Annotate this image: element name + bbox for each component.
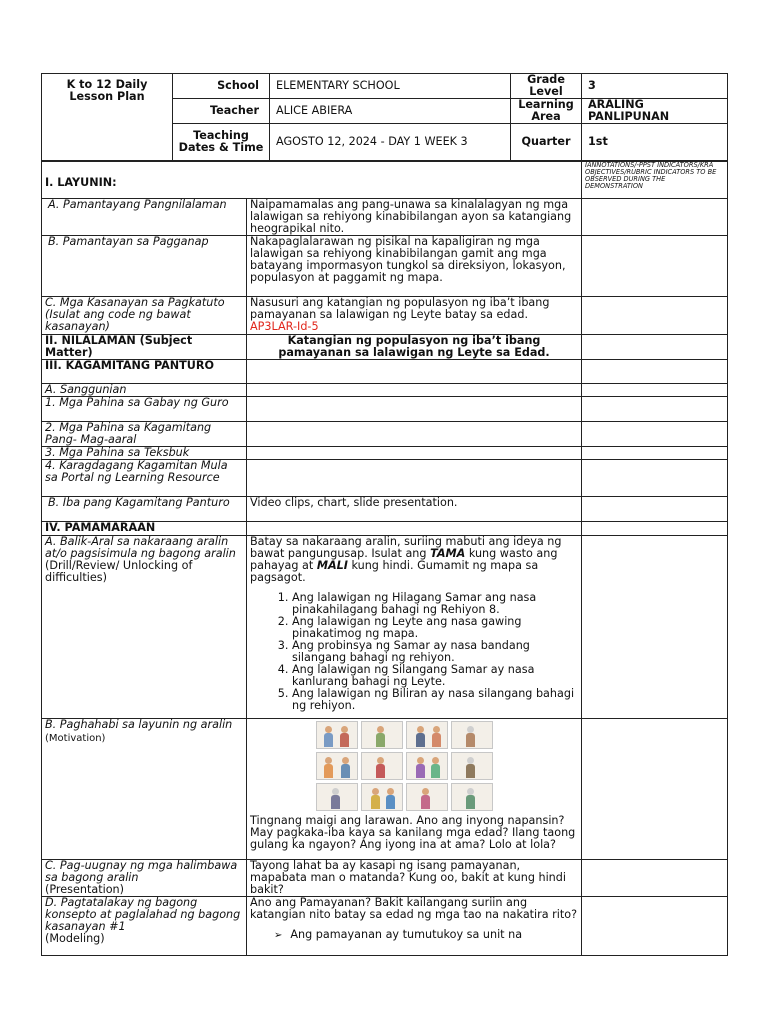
pamantayan-pagganap-label: B. Pamantayan sa Pagganap <box>42 236 247 297</box>
paghahabi-label-cell <box>42 719 247 860</box>
kagamitang-mag-aaral-label: 2. Mga Pahina sa Kagamitang Pang- Mag-aaral <box>42 422 247 447</box>
pagtatalakay-label-note: (Modeling) <box>45 932 105 945</box>
modeling-bullets <box>250 929 578 942</box>
teacher-value: ALICE ABIERA <box>270 99 511 124</box>
grade-level-label: Grade Level <box>511 74 582 99</box>
person-image <box>316 752 358 780</box>
pamantayang-pangnilalaman-label: A. Pamantayang Pangnilalaman <box>42 199 247 236</box>
school-label: School <box>173 74 270 99</box>
instruction-text: kung hindi. Gumamit ng mapa sa pagsagot. <box>250 559 539 584</box>
kagamitan-heading: III. KAGAMITANG PANTURO <box>42 360 247 384</box>
kasanayan-text: Nasusuri ang katangian ng populasyon ng iba’t ibang pamayanan sa lalawigan ng Leyte batay sa edad. <box>250 296 550 321</box>
kasanayan-cell <box>247 297 582 335</box>
list-item: 4. Ang lalawigan ng Silangang Samar ay nasa kanlurang bahagi ng Leyte. <box>292 664 578 688</box>
annotation-cell <box>582 497 728 522</box>
competency-code: AP3LAR-Id-5 <box>250 320 319 333</box>
pagtatalakay-label: D. Pagtatalakay ng bagong konsepto at paglalahad ng bagong kasanayan #1 <box>45 896 241 933</box>
annotation-cell <box>582 236 728 297</box>
iba-pang-kagamitan-text: Video clips, chart, slide presentation. <box>247 497 582 522</box>
person-image <box>406 721 448 749</box>
layunin-heading: I. LAYUNIN: <box>42 162 582 199</box>
pagtatalakay-label-cell <box>42 897 247 956</box>
annotation-cell <box>582 897 728 956</box>
person-image <box>406 783 448 811</box>
mali-keyword: MALI <box>316 559 348 572</box>
nilalaman-label: II. NILALAMAN (Subject Matter) <box>42 335 247 360</box>
teacher-label: Teacher <box>173 99 270 124</box>
family-ages-picture <box>316 721 493 811</box>
person-image <box>316 783 358 811</box>
annotation-cell <box>582 522 728 536</box>
empty-cell <box>247 447 582 460</box>
pamantayang-pangnilalaman-text: Naipamamalas ang pang-unawa sa kinalalagyan ng mga lalawigan sa rehiyong kinabibilangan ayon sa katangiang heograpikal nito. <box>247 199 582 236</box>
review-items-list <box>250 592 578 712</box>
quarter-value: 1st <box>582 124 728 161</box>
empty-cell <box>247 422 582 447</box>
annotation-cell <box>582 199 728 236</box>
sanggunian-label: A. Sanggunian <box>42 384 247 397</box>
list-item: 2. Ang lalawigan ng Leyte ang nasa gawing pinakatimog ng mapa. <box>292 616 578 640</box>
list-item: ➢ Ang pamayanan ay tumutukoy sa unit na <box>274 929 578 942</box>
learning-area-label: Learning Area <box>511 99 582 124</box>
annotation-cell <box>582 536 728 719</box>
annotation-cell <box>582 422 728 447</box>
annotation-cell <box>582 297 728 335</box>
school-value: ELEMENTARY SCHOOL <box>270 74 511 99</box>
empty-cell <box>247 360 582 384</box>
kasanayan-label: C. Mga Kasanayan sa Pagkatuto (Isulat ang code ng bawat kasanayan) <box>42 297 247 335</box>
person-image <box>361 721 403 749</box>
person-image <box>451 783 493 811</box>
body-table <box>41 161 728 956</box>
header-table <box>41 73 728 161</box>
empty-cell <box>247 460 582 497</box>
pamantayan-pagganap-text: Nakapaglalarawan ng pisikal na kapaligiran ng mga lalawigan sa rehiyong kinabibilangan gamit ang mga batayang impormasyon tungkol sa direksiyon, lokasyon, populasyon at paggamit ng mapa. <box>247 236 582 297</box>
person-image <box>406 752 448 780</box>
instruction-text: Batay sa nakaraang aralin, suriing mabuti ang ideya ng bawat pangungusap. Isulat ang <box>250 535 562 560</box>
gabay-guro-label: 1. Mga Pahina sa Gabay ng Guro <box>42 397 247 422</box>
paghahabi-content <box>247 719 582 860</box>
annotation-cell <box>582 860 728 897</box>
pag-uugnay-label-note: (Presentation) <box>45 883 124 896</box>
learning-area-value: ARALING PANLIPUNAN <box>582 99 728 124</box>
portal-label: 4. Karagdagang Kagamitan Mula sa Portal ng Learning Resource <box>42 460 247 497</box>
teaching-dates-label: Teaching Dates & Time <box>173 124 270 161</box>
annotation-cell <box>582 460 728 497</box>
person-image <box>361 752 403 780</box>
balik-aral-content <box>247 536 582 719</box>
annotation-cell <box>582 719 728 860</box>
person-image <box>361 783 403 811</box>
annotation-cell <box>582 360 728 384</box>
pamamaraan-heading: IV. PAMAMARAAN <box>42 522 247 536</box>
empty-cell <box>247 384 582 397</box>
paghahabi-label-note: (Motivation) <box>45 733 106 744</box>
pag-uugnay-label: C. Pag-uugnay ng mga halimbawa sa bagong aralin <box>45 859 238 884</box>
presentation-text: Tayong lahat ba ay kasapi ng isang pamayanan, mapabata man o matanda? Kung oo, bakit at kung hindi bakit? <box>247 860 582 897</box>
iba-pang-kagamitan-label: B. Iba pang Kagamitang Panturo <box>42 497 247 522</box>
teaching-dates-value: AGOSTO 12, 2024 - DAY 1 WEEK 3 <box>270 124 511 161</box>
teksbuk-label: 3. Mga Pahina sa Teksbuk <box>42 447 247 460</box>
paghahabi-label: B. Paghahabi sa layunin ng aralin <box>45 718 233 731</box>
balik-aral-label: A. Balik-Aral sa nakaraang aralin at/o pagsisimula ng bagong aralin <box>45 535 236 560</box>
balik-aral-instructions <box>250 536 578 584</box>
quarter-label: Quarter <box>511 124 582 161</box>
balik-aral-label-cell <box>42 536 247 719</box>
instruction-text: kung wasto ang pahayag at <box>250 547 558 572</box>
empty-cell <box>247 522 582 536</box>
annotations-header: IANNOTATIONS/-PPST INDICATORS/KRA OBJECTIVES/RUBRIC INDICATORS TO BE OBSERVED DURING THE DEMONSTRATION <box>582 162 728 199</box>
annotation-cell <box>582 397 728 422</box>
dlp-title: K to 12 Daily Lesson Plan <box>42 74 173 161</box>
list-item: 3. Ang probinsya ng Samar ay nasa bandang silangang bahagi ng rehiyon. <box>292 640 578 664</box>
annotation-cell <box>582 447 728 460</box>
person-image <box>316 721 358 749</box>
empty-cell <box>247 397 582 422</box>
grade-level-value: 3 <box>582 74 728 99</box>
annotation-cell <box>582 335 728 360</box>
pagtatalakay-content <box>247 897 582 956</box>
nilalaman-text: Katangian ng populasyon ng iba’t ibang pamayanan sa lalawigan ng Leyte sa Edad. <box>247 335 582 360</box>
motivation-text: Tingnang maigi ang larawan. Ano ang inyong napansin? May pagkaka-iba kaya sa kanilang mga edad? Ilang taong gulang ka ngayon? Ang iyong ina at ama? Lolo at lola? <box>250 814 576 851</box>
person-image <box>451 721 493 749</box>
list-item: 1. Ang lalawigan ng Hilagang Samar ang nasa pinakahilagang bahagi ng Rehiyon 8. <box>292 592 578 616</box>
pag-uugnay-label-cell <box>42 860 247 897</box>
balik-aral-label-note: (Drill/Review/ Unlocking of difficulties) <box>45 559 193 584</box>
modeling-text: Ano ang Pamayanan? Bakit kailangang suriin ang katangian nito batay sa edad ng mga tao na nakatira rito? <box>250 896 578 921</box>
annotation-cell <box>582 384 728 397</box>
tama-keyword: TAMA <box>430 547 466 560</box>
lesson-plan-page <box>41 73 727 956</box>
person-image <box>451 752 493 780</box>
list-item: 5. Ang lalawigan ng Biliran ay nasa silangang bahagi ng rehiyon. <box>292 688 578 712</box>
